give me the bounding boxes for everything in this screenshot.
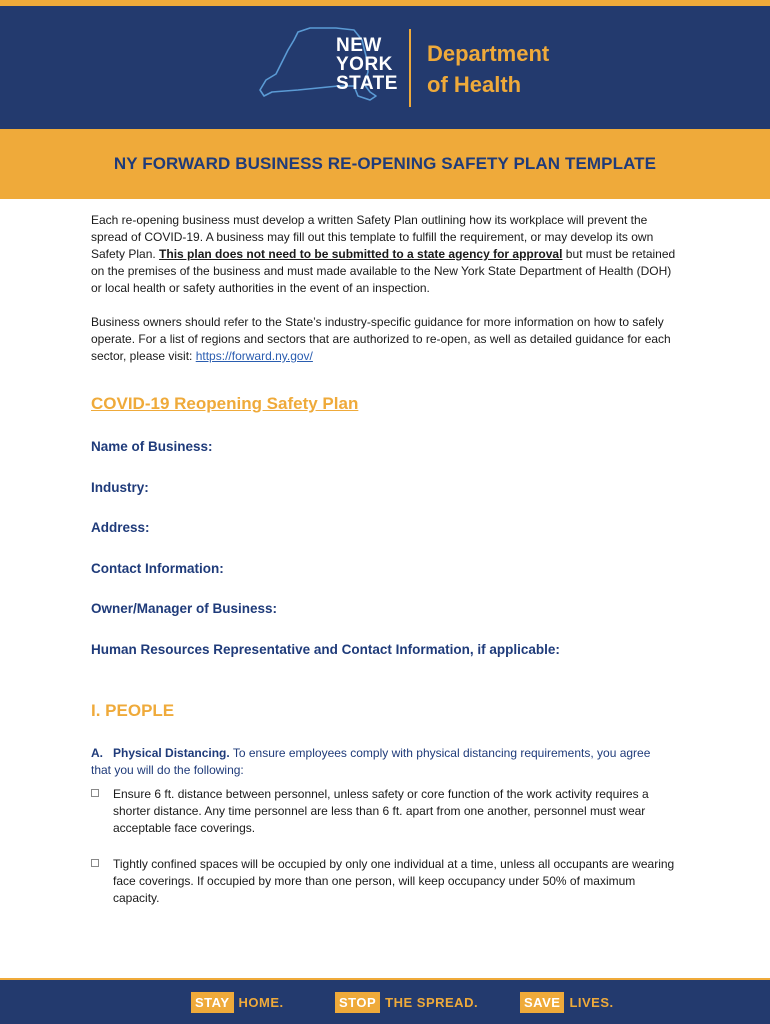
department-line: of Health (427, 72, 522, 97)
slogan-highlight: STOP (335, 992, 380, 1013)
checklist-item-text: Tightly confined spaces will be occupied by only one individual at a time, unless all occupants are wearing face coverings. If occupied by more than one person, will keep occupancy under 50% of maximum capacity. (113, 857, 675, 905)
field-name-of-business: Name of Business: (91, 439, 213, 454)
logo-state-wordmark (336, 36, 398, 93)
title-band (0, 129, 770, 199)
slogan-stay-home (191, 992, 284, 1013)
checkbox[interactable] (91, 789, 99, 797)
field-contact-information: Contact Information: (91, 561, 224, 576)
intro-paragraph-1 (91, 212, 681, 297)
slogan-stop-spread (335, 992, 478, 1013)
subsection-title: Physical Distancing. (113, 746, 230, 760)
slogan-highlight: STAY (191, 992, 234, 1013)
intro-p1-emphasis: This plan does not need to be submitted to a state agency for approval (159, 247, 563, 261)
header-banner (0, 6, 770, 129)
forward-ny-link[interactable]: https://forward.ny.gov/ (195, 349, 313, 363)
people-section-title: I. PEOPLE (91, 701, 175, 720)
logo-state-line: STATE (336, 73, 398, 94)
checklist-item-text: Ensure 6 ft. distance between personnel, unless safety or core function of the work activity requires a shorter distance. Any time personnel are less than 6 ft. apart from one another, personnel must wear acceptable face coverings. (113, 787, 649, 835)
logo-state-line: YORK (336, 54, 393, 75)
department-line: Department (427, 41, 550, 66)
footer-banner (0, 978, 770, 1024)
intro-paragraph-2 (91, 314, 681, 365)
checkbox[interactable] (91, 859, 99, 867)
physical-distancing-subsection (91, 745, 671, 779)
subsection-label: A. (91, 746, 103, 760)
field-hr-representative: Human Resources Representative and Contact Information, if applicable: (91, 642, 560, 657)
intro-p1-text: Each re-opening business must develop a written Safety Plan outlining how its workplace will prevent the spread of COVID-19. A business may fill out this template to fulfill the requirement, or may develop its own Safety Plan. (91, 213, 654, 261)
field-address: Address: (91, 520, 150, 535)
logo-state-line: NEW (336, 35, 382, 56)
field-industry: Industry: (91, 480, 149, 495)
subsection-text: To ensure employees comply with physical distancing requirements, you agree that you will do the following: (91, 746, 651, 777)
checklist-item (91, 786, 681, 837)
slogan-save-lives (520, 992, 614, 1013)
department-wordmark (427, 38, 549, 100)
slogan-text: THE SPREAD. (385, 995, 479, 1010)
slogan-highlight: SAVE (520, 992, 564, 1013)
document-title: NY FORWARD BUSINESS RE-OPENING SAFETY PLAN TEMPLATE (113, 154, 657, 173)
plan-section-title: COVID-19 Reopening Safety Plan (91, 394, 359, 413)
intro-p2-text: Business owners should refer to the State’s industry-specific guidance for more information on how to safely operate. For a list of regions and sectors that are authorized to re-open, as well as detailed guidance for each sector, please visit: (91, 315, 671, 363)
intro-section (91, 212, 681, 382)
checklist-item (91, 856, 681, 907)
intro-p1-text-end: but must be retained on the premises of the business and must made available to the New York State Department of Health (DOH) or local health or safety authorities in the event of an inspection. (91, 247, 676, 295)
field-owner-manager: Owner/Manager of Business: (91, 601, 278, 616)
slogan-text: HOME. (238, 995, 284, 1010)
slogan-text: LIVES. (569, 995, 614, 1010)
logo-divider (409, 29, 411, 107)
